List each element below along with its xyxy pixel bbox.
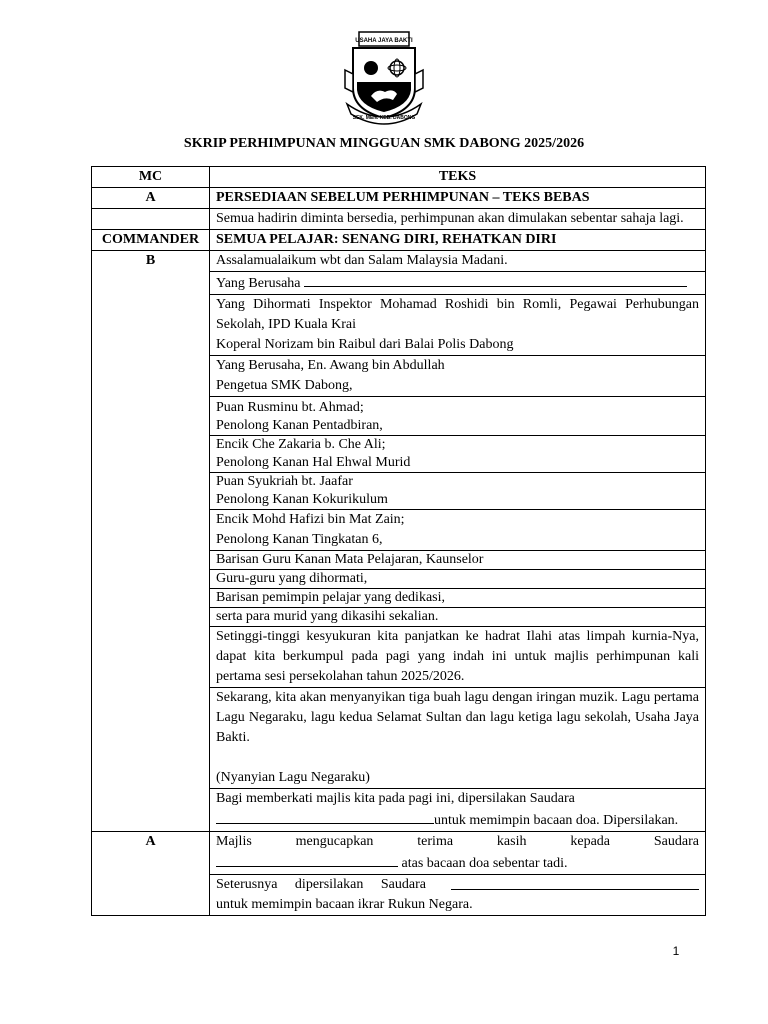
row-line: Majlis mengucapkan terima kasih kepada Saudara [216,834,699,849]
row-mc [92,832,210,916]
mc-label: B [145,253,156,268]
row-line: Puan Syukriah bt. Jaafar [216,474,353,489]
mc-label: A [145,834,156,849]
svg-text:SEK. MEN. KEB. DABONG: SEK. MEN. KEB. DABONG [352,115,416,121]
spacer [216,748,699,768]
row-mc-empty [92,209,210,230]
row-text: atas bacaan doa sebentar tadi. [401,856,568,871]
row-teks [210,688,706,789]
row-teks: SEMUA PELAJAR: SENANG DIRI, REHATKAN DIRI [210,230,706,251]
row-line: Penolong Kanan Pentadbiran, [216,418,383,433]
row-teks: Setinggi-tinggi kesyukuran kita panjatkan ke hadrat Ilahi atas limpah kurnia-Nya, dapat kita berkumpul pada pagi yang indah ini untuk majlis perhimpunan kali pertama sesi persekolahan tahun 2025/2026. [210,627,706,688]
table-row [92,209,706,230]
row-line: Penolong Kanan Kokurikulum [216,492,388,507]
row-line: Koperal Norizam bin Raibul dari Balai Polis Dabong [216,337,514,352]
row-mc: A [92,188,210,209]
assembly-script-table [91,166,706,916]
row-line: Penolong Kanan Hal Ehwal Murid [216,455,411,470]
row-teks: Barisan pemimpin pelajar yang dedikasi, [210,589,706,608]
table-row [92,832,706,875]
row-teks: Assalamualaikum wbt dan Salam Malaysia Madani. [210,251,706,272]
row-line: Puan Rusminu bt. Ahmad; [216,400,364,415]
row-line: Encik Mohd Hafizi bin Mat Zain; [216,512,405,527]
row-line: Pengetua SMK Dabong, [216,378,353,393]
row-line: Encik Che Zakaria b. Che Ali; [216,437,386,452]
row-line: Sekarang, kita akan menyanyikan tiga buah lagu dengan iringan muzik. Lagu pertama Lagu Negaraku, lagu kedua Selamat Sultan dan lagu ketiga lagu sekolah, Usaha Jaya Bakti. [216,690,699,745]
row-teks: Semua hadirin diminta bersedia, perhimpunan akan dimulakan sebentar sahaja lagi. [210,209,706,230]
row-teks [210,510,706,551]
svg-text:USAHA JAYA BAKTI: USAHA JAYA BAKTI [355,38,413,44]
row-line [216,875,699,895]
row-teks: PERSEDIAAN SEBELUM PERHIMPUNAN – TEKS BEBAS [210,188,706,209]
table-row [92,251,706,272]
row-teks: serta para murid yang dikasihi sekalian. [210,608,706,627]
row-text: Bagi memberkati majlis kita pada pagi ini, dipersilakan Saudara [216,791,575,806]
school-crest-logo [341,30,427,126]
page-number: 1 [672,944,680,958]
table-row [92,188,706,209]
row-teks [210,473,706,510]
table-header-row [92,167,706,188]
fill-in-blank [304,272,687,287]
row-line: untuk memimpin bacaan ikrar Rukun Negara. [216,897,473,912]
row-line: Yang Dihormati Inspektor Mohamad Roshidi bin Romli, Pegawai Perhubungan Sekolah, IPD Kuala Krai [216,297,699,332]
row-teks [210,272,706,295]
row-teks [210,397,706,436]
row-teks: Guru-guru yang dihormati, [210,570,706,589]
row-line: (Nyanyian Lagu Negaraku) [216,770,370,785]
header-teks: TEKS [210,167,706,188]
fill-in-blank [216,809,434,824]
document-title: SKRIP PERHIMPUNAN MINGGUAN SMK DABONG 2025/2026 [183,136,585,151]
row-text: Yang Berusaha [216,276,301,291]
row-teks [210,356,706,397]
row-line [216,809,699,831]
row-line [216,789,699,809]
row-teks: Barisan Guru Kanan Mata Pelajaran, Kaunselor [210,551,706,570]
row-mc [92,251,210,832]
fill-in-blank [451,875,699,890]
row-mc: COMMANDER [92,230,210,251]
row-teks [210,875,706,916]
row-line: Penolong Kanan Tingkatan 6, [216,532,383,547]
header-mc: MC [92,167,210,188]
crest-icon [341,30,427,126]
row-line: Yang Berusaha, En. Awang bin Abdullah [216,358,445,373]
row-text: Seterusnya dipersilakan Saudara [216,877,426,892]
row-text: untuk memimpin bacaan doa. Dipersilakan. [434,813,679,828]
row-line [216,852,699,874]
row-teks [210,789,706,832]
table-row [92,230,706,251]
fill-in-blank [216,852,398,867]
row-teks [210,832,706,875]
row-teks [210,295,706,356]
row-teks [210,436,706,473]
